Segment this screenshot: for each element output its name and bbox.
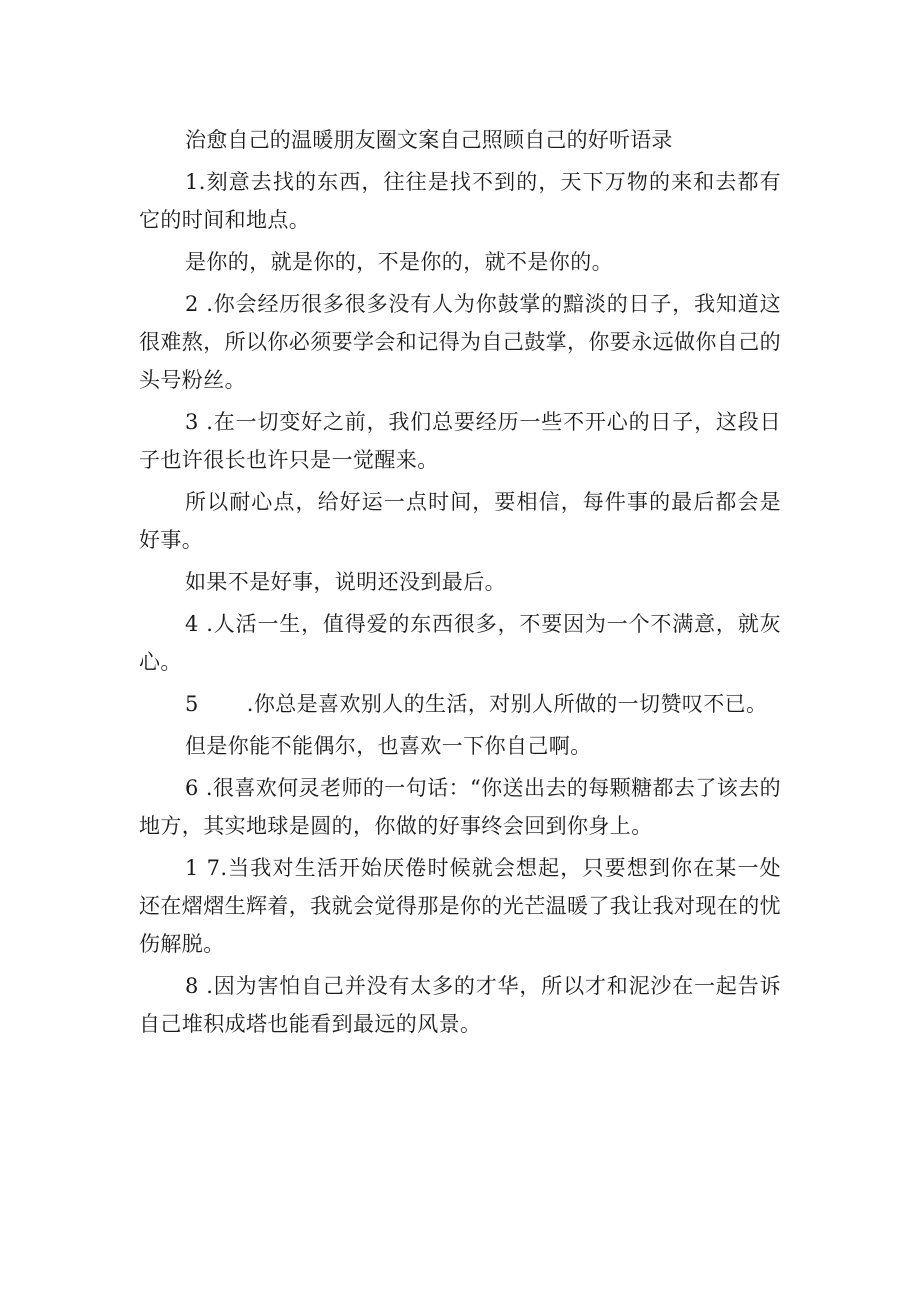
paragraph-5 xyxy=(139,483,781,559)
paragraph-text: 但是你能不能偶尔，也喜欢一下你自己啊。 xyxy=(185,734,592,758)
paragraph-number: 4 . xyxy=(185,612,214,636)
paragraph-text: .你总是喜欢别人的生活，对别人所做的一切赞叹不已。 xyxy=(246,692,768,716)
paragraph-1 xyxy=(139,163,781,239)
paragraph-2 xyxy=(139,243,781,281)
paragraph-8 xyxy=(139,685,781,723)
paragraph-text: 刻意去找的东西，往往是找不到的，天下万物的来和去都有它的时间和地点。 xyxy=(139,170,781,232)
paragraph-text: 所以耐心点，给好运一点时间，要相信，每件事的最后都会是好事。 xyxy=(139,490,781,552)
paragraph-3 xyxy=(139,285,781,399)
paragraph-text: 当我对生活开始厌倦时候就会想起，只要想到你在某一处还在熠熠生辉着，我就会觉得那是你的光芒温暖了我让我对现在的忧伤解脱。 xyxy=(139,856,781,956)
paragraph-text: 在一切变好之前，我们总要经历一些不开心的日子，这段日子也许很长也许只是一觉醒来。 xyxy=(139,410,781,472)
paragraph-text: 你会经历很多很多没有人为你鼓掌的黯淡的日子，我知道这很难熬，所以你必须要学会和记得为自己鼓掌，你要永远做你自己的头号粉丝。 xyxy=(139,292,781,392)
document-body xyxy=(139,121,781,1047)
paragraph-number: 8 . xyxy=(185,974,214,998)
paragraph-9 xyxy=(139,727,781,765)
paragraph-11 xyxy=(139,849,781,963)
paragraph-7 xyxy=(139,605,781,681)
paragraph-text: 因为害怕自己并没有太多的才华，所以才和泥沙在一起告诉自己堆积成塔也能看到最远的风景。 xyxy=(139,974,781,1036)
paragraph-text: 人活一生，值得爱的东西很多，不要因为一个不满意，就灰心。 xyxy=(139,612,781,674)
paragraph-text: 很喜欢何灵老师的一句话：“你送出去的每颗糖都去了该去的地方，其实地球是圆的，你做的好事终会回到你身上。 xyxy=(139,776,781,838)
paragraph-number: 1 7. xyxy=(185,856,228,880)
paragraph-10 xyxy=(139,769,781,845)
paragraph-number: 5 xyxy=(185,692,199,716)
paragraph-number: 6 . xyxy=(185,776,213,800)
paragraph-6 xyxy=(139,563,781,601)
paragraph-number: 2 . xyxy=(185,292,214,316)
document-title: 治愈自己的温暖朋友圈文案自己照顾自己的好听语录 xyxy=(185,128,673,152)
paragraph-number: 3 . xyxy=(185,410,214,434)
paragraph-4 xyxy=(139,403,781,479)
paragraph-text: 如果不是好事，说明还没到最后。 xyxy=(185,570,506,594)
paragraph-12 xyxy=(139,967,781,1043)
paragraph-number: 1. xyxy=(185,170,206,194)
paragraph-text: 是你的，就是你的，不是你的，就不是你的。 xyxy=(185,250,613,274)
